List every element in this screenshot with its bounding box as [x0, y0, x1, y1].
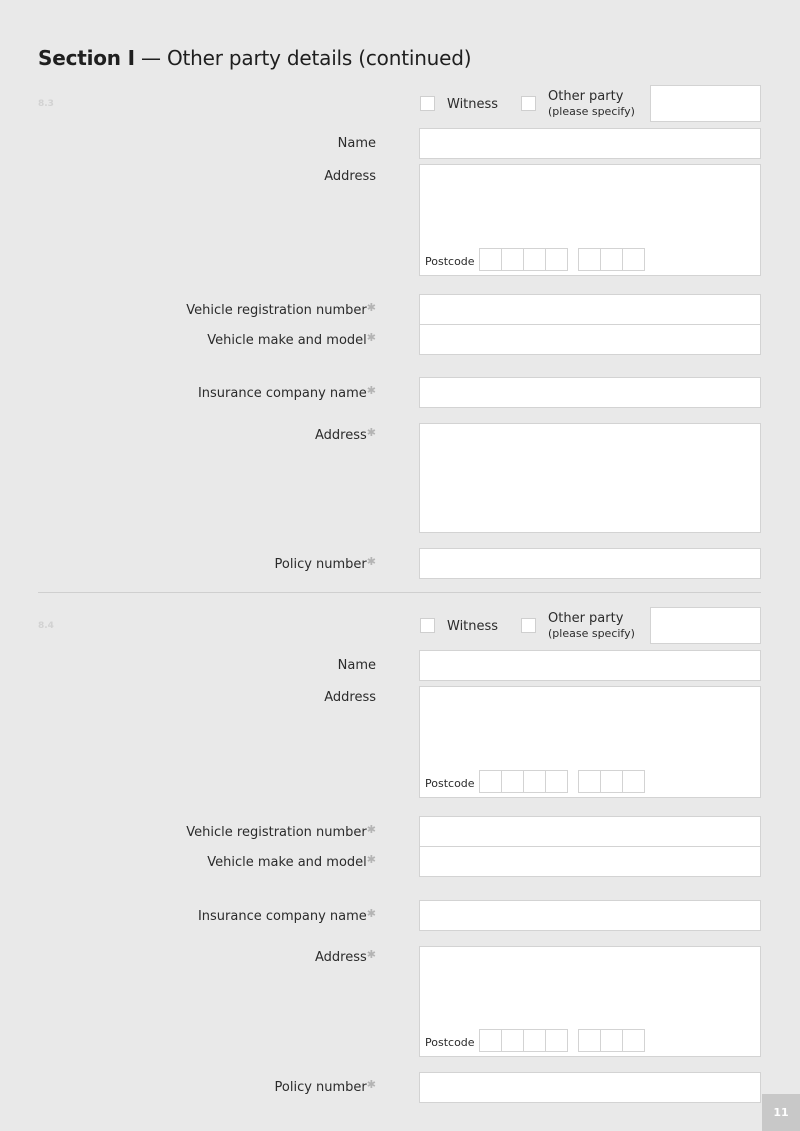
other-party-text: Other party — [548, 611, 624, 626]
required-asterisk: ✱ — [366, 426, 376, 439]
required-asterisk: ✱ — [366, 301, 376, 314]
insurance-address-label — [315, 950, 376, 966]
vehicle-reg-label — [186, 303, 376, 319]
address-field[interactable] — [419, 164, 761, 276]
postcode-box[interactable] — [578, 248, 601, 271]
please-specify-text: (please specify) — [548, 627, 635, 640]
policy-number-label — [275, 1080, 376, 1096]
postcode-box[interactable] — [479, 1029, 502, 1052]
postcode-boxes-outward — [479, 1029, 567, 1052]
insurance-name-label — [198, 386, 376, 402]
other-party-specify-field[interactable] — [650, 85, 761, 122]
witness-label: Witness — [447, 619, 499, 634]
postcode-label: Postcode — [425, 777, 475, 790]
postcode-box[interactable] — [600, 1029, 623, 1052]
name-label: Name — [337, 658, 376, 673]
postcode-box[interactable] — [622, 248, 645, 271]
vehicle-reg-field[interactable] — [419, 294, 761, 325]
policy-number-field[interactable] — [419, 548, 761, 579]
witness-checkbox[interactable] — [420, 96, 435, 111]
policy-number-text: Policy number — [274, 557, 367, 572]
please-specify-text: (please specify) — [548, 105, 635, 118]
insurance-address-label — [315, 428, 376, 444]
insurance-name-label — [198, 909, 376, 925]
name-field[interactable] — [419, 128, 761, 159]
postcode-box[interactable] — [523, 248, 546, 271]
postcode-label: Postcode — [425, 255, 475, 268]
postcode-boxes-outward — [479, 770, 567, 793]
vehicle-reg-text: Vehicle registration number — [186, 825, 367, 840]
section-number: 8.4 — [38, 621, 54, 631]
vehicle-reg-text: Vehicle registration number — [186, 303, 367, 318]
required-asterisk: ✱ — [366, 948, 376, 961]
vehicle-reg-field[interactable] — [419, 816, 761, 847]
postcode-box[interactable] — [622, 1029, 645, 1052]
insurance-name-field[interactable] — [419, 900, 761, 931]
postcode-boxes-inward — [578, 248, 644, 271]
postcode-box[interactable] — [600, 770, 623, 793]
postcode-boxes-inward — [578, 1029, 644, 1052]
policy-number-text: Policy number — [274, 1080, 367, 1095]
vehicle-make-field[interactable] — [419, 846, 761, 877]
section-title-bold: Section I — [38, 46, 135, 70]
section-title-rest: — Other party details (continued) — [134, 46, 472, 70]
other-party-label — [548, 89, 635, 119]
other-party-specify-field[interactable] — [650, 607, 761, 644]
insurance-name-text: Insurance company name — [197, 909, 367, 924]
vehicle-make-label — [207, 855, 376, 871]
name-field[interactable] — [419, 650, 761, 681]
postcode-box[interactable] — [622, 770, 645, 793]
page-title — [38, 46, 471, 70]
page-number: 11 — [762, 1094, 800, 1131]
other-party-checkbox[interactable] — [521, 618, 536, 633]
address-label: Address — [324, 169, 376, 184]
postcode-box[interactable] — [479, 248, 502, 271]
insurance-name-text: Insurance company name — [197, 386, 367, 401]
postcode-label: Postcode — [425, 1036, 475, 1049]
postcode-boxes-outward — [479, 248, 567, 271]
postcode-boxes-inward — [578, 770, 644, 793]
postcode-box[interactable] — [578, 770, 601, 793]
other-party-text: Other party — [548, 89, 624, 104]
insurance-name-field[interactable] — [419, 377, 761, 408]
postcode-box[interactable] — [545, 1029, 568, 1052]
required-asterisk: ✱ — [366, 384, 376, 397]
postcode-box[interactable] — [545, 248, 568, 271]
required-asterisk: ✱ — [366, 907, 376, 920]
vehicle-make-label — [207, 333, 376, 349]
required-asterisk: ✱ — [366, 1078, 376, 1091]
other-party-checkbox[interactable] — [521, 96, 536, 111]
vehicle-make-text: Vehicle make and model — [207, 855, 367, 870]
name-label: Name — [337, 136, 376, 151]
postcode-box[interactable] — [501, 248, 524, 271]
witness-checkbox[interactable] — [420, 618, 435, 633]
required-asterisk: ✱ — [366, 823, 376, 836]
witness-label: Witness — [447, 97, 499, 112]
insurance-address-field[interactable] — [419, 946, 761, 1057]
postcode-box[interactable] — [523, 770, 546, 793]
postcode-box[interactable] — [479, 770, 502, 793]
policy-number-field[interactable] — [419, 1072, 761, 1103]
required-asterisk: ✱ — [366, 331, 376, 344]
insurance-address-text: Address — [315, 950, 367, 965]
required-asterisk: ✱ — [366, 853, 376, 866]
party-section — [0, 606, 800, 1126]
postcode-box[interactable] — [501, 770, 524, 793]
postcode-box[interactable] — [578, 1029, 601, 1052]
insurance-address-text: Address — [315, 428, 367, 443]
postcode-box[interactable] — [545, 770, 568, 793]
required-asterisk: ✱ — [366, 555, 376, 568]
vehicle-reg-label — [186, 825, 376, 841]
policy-number-label — [275, 557, 376, 573]
vehicle-make-field[interactable] — [419, 324, 761, 355]
postcode-box[interactable] — [600, 248, 623, 271]
address-label: Address — [324, 690, 376, 705]
insurance-address-field[interactable] — [419, 423, 761, 533]
section-divider — [38, 592, 761, 593]
vehicle-make-text: Vehicle make and model — [207, 333, 367, 348]
other-party-label — [548, 611, 635, 641]
party-section — [0, 84, 800, 604]
postcode-box[interactable] — [523, 1029, 546, 1052]
postcode-box[interactable] — [501, 1029, 524, 1052]
section-number: 8.3 — [38, 99, 54, 109]
address-field[interactable] — [419, 686, 761, 798]
